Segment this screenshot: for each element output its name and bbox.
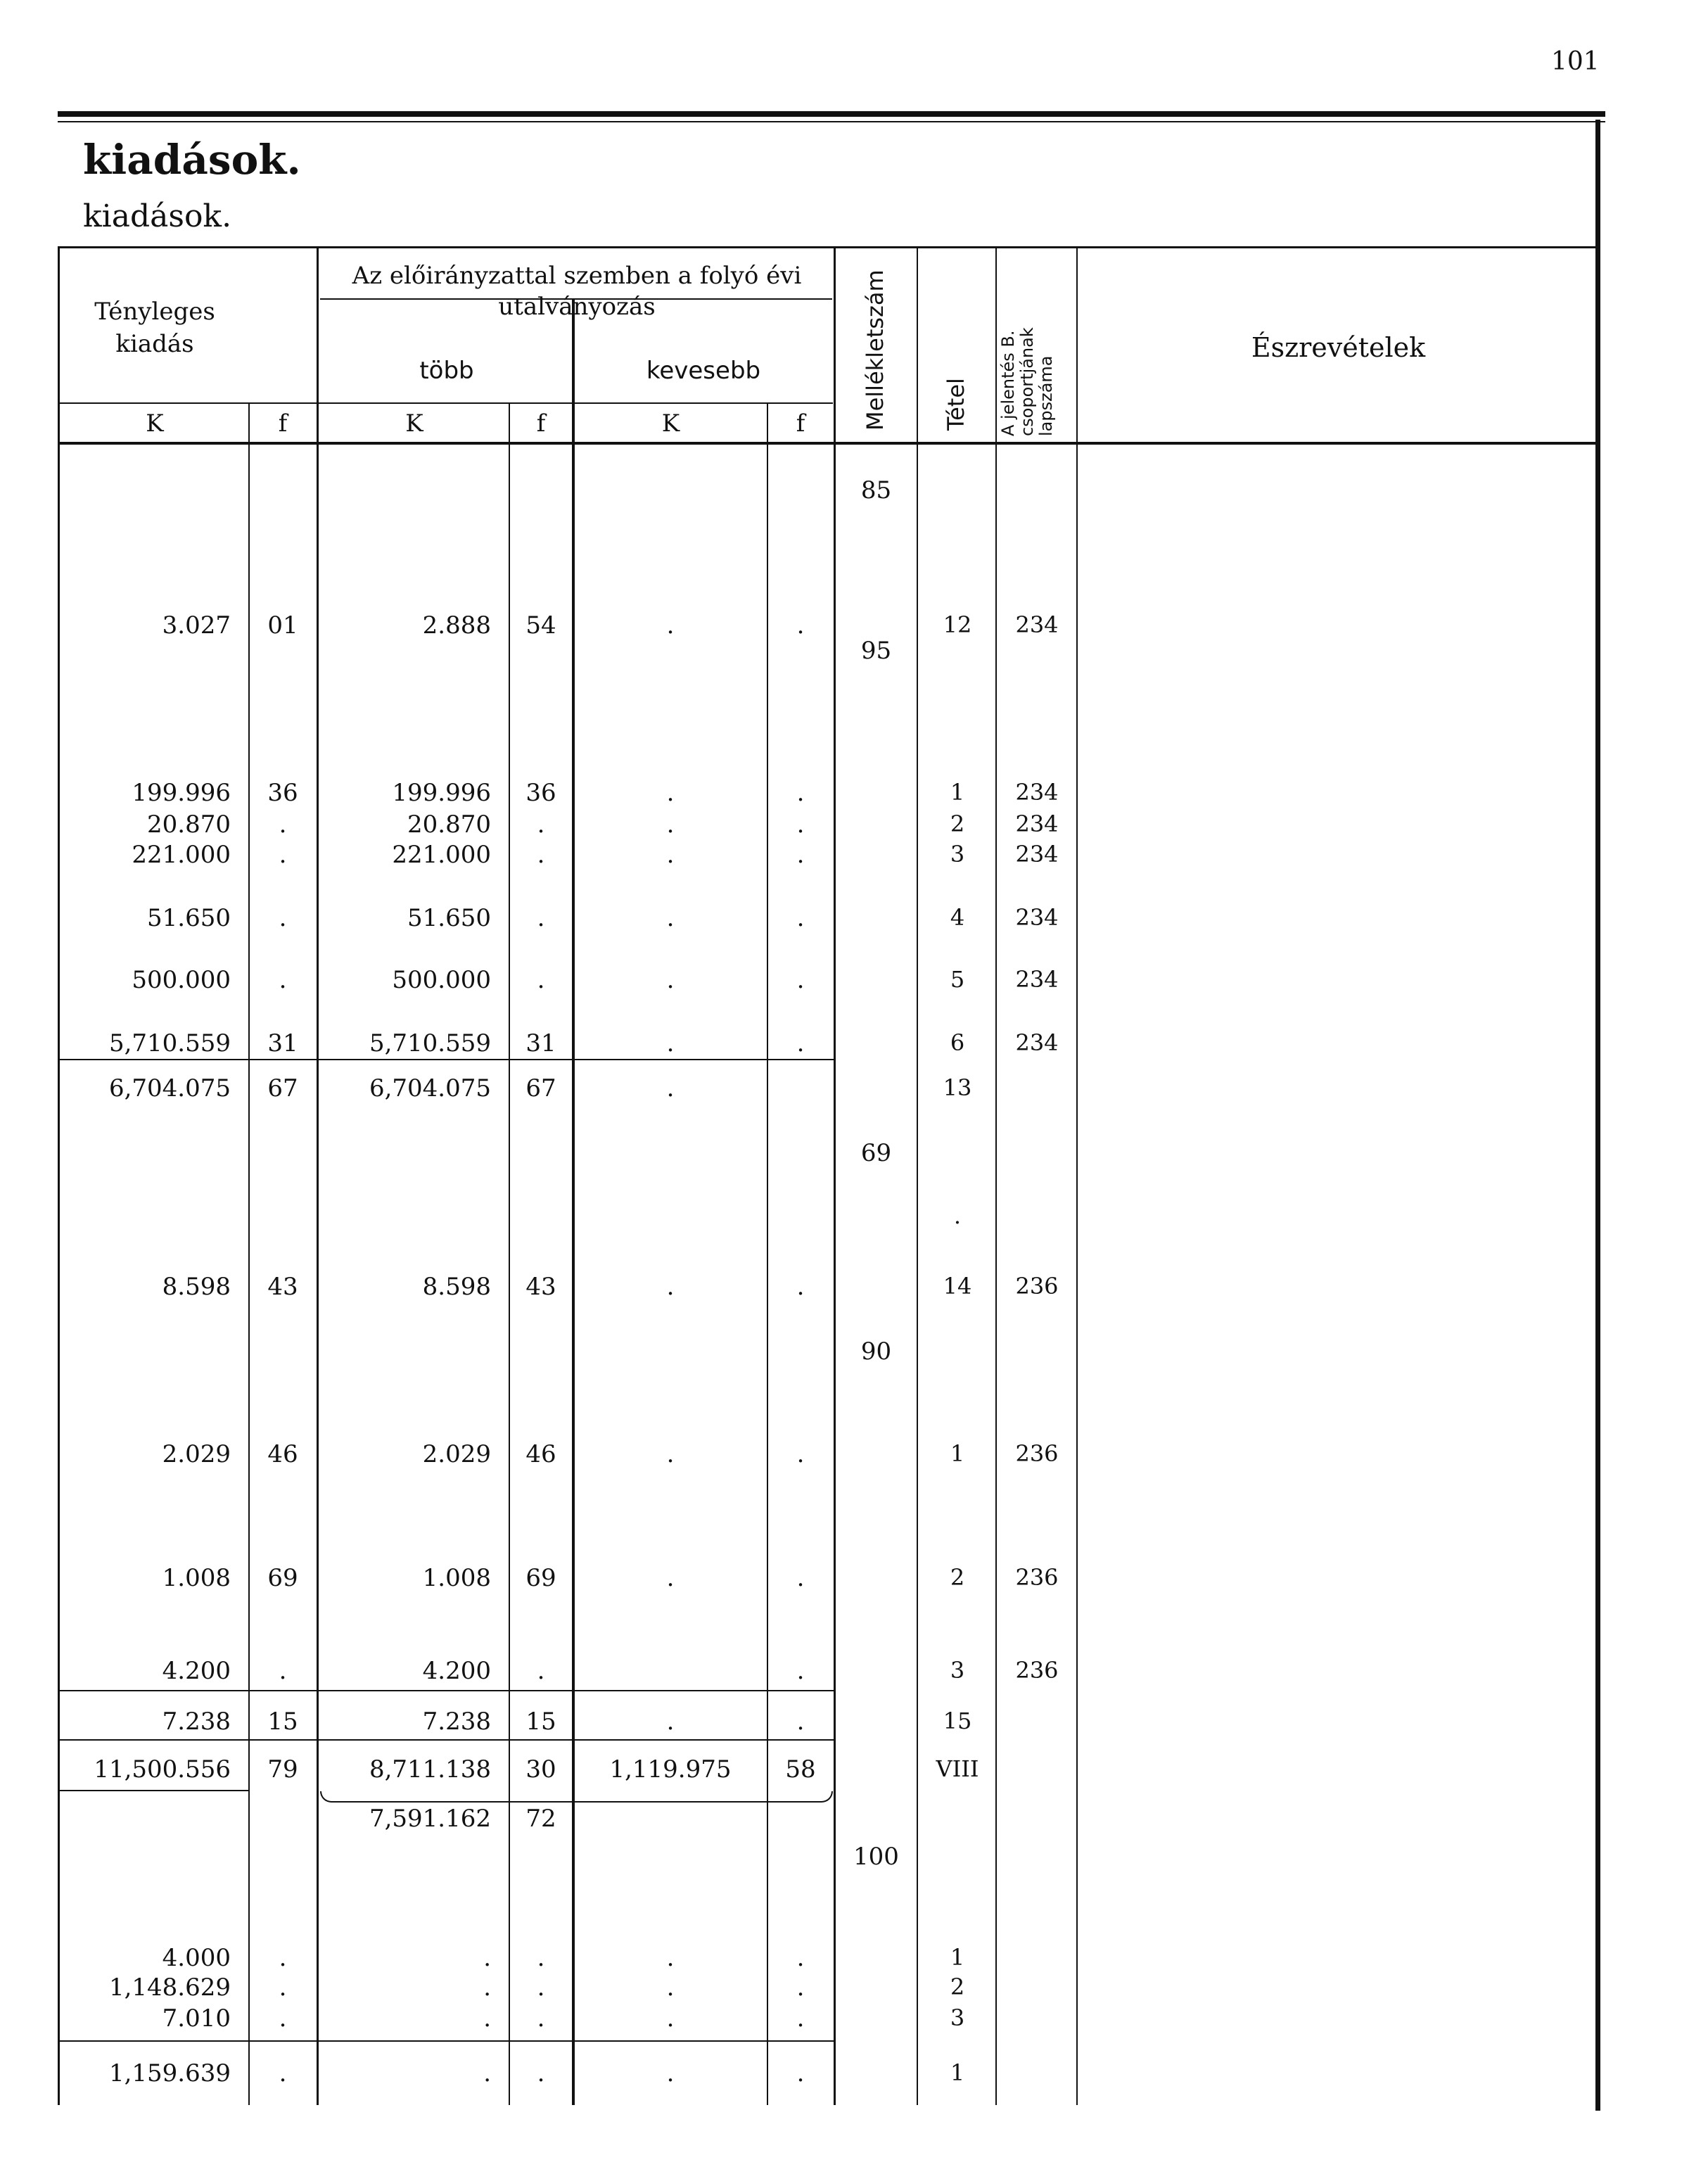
cell-mell: 69: [860, 1139, 892, 1167]
cell-tetel: 12: [943, 611, 972, 638]
cell-kev-f: .: [796, 1708, 805, 1736]
sum-rule-5: [58, 2040, 834, 2042]
cell-a-k: 4.000: [162, 1944, 231, 1972]
cell-kev-f: .: [796, 2059, 805, 2087]
right-border: [1595, 120, 1600, 2111]
cell-kev-f: .: [796, 1564, 805, 1592]
cell-t-f: .: [537, 841, 545, 869]
cell-t-k: 20.870: [407, 811, 491, 839]
cell-kev-f: .: [796, 1973, 805, 2002]
cell-a-f: 69: [267, 1564, 298, 1592]
cell-mell: 90: [860, 1337, 892, 1366]
header-f-2: f: [536, 409, 546, 438]
cell-t-f: 67: [525, 1074, 556, 1102]
header-melleklet: Mellékletszám: [862, 269, 888, 431]
col-line-e: [767, 402, 768, 2105]
cell-t-k: 1.008: [422, 1564, 491, 1592]
cell-kev-f: .: [796, 841, 805, 869]
cell-mell: 85: [860, 476, 892, 504]
cell-kev-k: .: [666, 966, 675, 994]
cell-a-f: .: [279, 841, 287, 869]
cell-a-k: 199.996: [132, 779, 231, 807]
cell-tetel: 3: [950, 1657, 965, 1684]
cell-t-k: 7.238: [422, 1708, 491, 1736]
cell-a-f: 46: [267, 1440, 298, 1468]
cell-lap: 236: [1015, 1564, 1059, 1591]
cell-t-k: .: [483, 2004, 491, 2033]
cell-a-f: .: [279, 1973, 287, 2002]
cell-a-k: 3.027: [162, 611, 231, 640]
header-k-2: K: [405, 409, 423, 438]
header-kevesebb: kevesebb: [646, 357, 761, 385]
cell-lap: 234: [1015, 841, 1059, 867]
cell-tetel: 1: [950, 1440, 965, 1467]
cell-tetel: VIII: [936, 1755, 979, 1782]
top-rule: [58, 111, 1605, 117]
cell-tetel: 1: [950, 2059, 965, 2086]
col-line-b: [317, 248, 319, 2105]
cell-a-f: .: [279, 966, 287, 994]
kf-rule: [58, 402, 833, 404]
cell-kev-f: .: [796, 2004, 805, 2033]
col-line-d: [572, 298, 575, 2105]
cell-a-k: 500.000: [132, 966, 231, 994]
cell-t-f: 46: [525, 1440, 556, 1468]
cell-tetel: 6: [950, 1029, 965, 1056]
cell-tetel: 1: [950, 779, 965, 806]
cell-tetel: 3: [950, 841, 965, 867]
cell-lap: 234: [1015, 611, 1059, 638]
cell-kev-f: .: [796, 1029, 805, 1057]
header-k-3: K: [661, 409, 680, 438]
cell-t-k: .: [483, 2059, 491, 2087]
cell-t-k: 7,591.162: [369, 1805, 491, 1833]
cell-kev-k: .: [666, 1944, 675, 1972]
col-line-f: [834, 248, 836, 2105]
cell-kev-k: .: [666, 1973, 675, 2002]
page-number: 101: [1551, 47, 1600, 76]
cell-kev-k: .: [666, 1074, 675, 1102]
cell-t-f: .: [537, 811, 545, 839]
col-line-left: [58, 248, 60, 2105]
cell-a-k: 20.870: [147, 811, 231, 839]
cell-lap: 234: [1015, 811, 1059, 837]
cell-a-f: 15: [267, 1708, 298, 1736]
header-eszrevetelek: Észrevételek: [1251, 332, 1426, 363]
cell-lap: 234: [1015, 904, 1059, 931]
cell-a-k: 1,148.629: [108, 1973, 231, 2002]
cell-t-f: 43: [525, 1273, 556, 1301]
cell-a-k: 5,710.559: [108, 1029, 231, 1057]
cell-t-k: 6,704.075: [369, 1074, 491, 1102]
cell-kev-f: .: [796, 1440, 805, 1468]
cell-kev-f: .: [796, 1657, 805, 1685]
cell-a-f: 36: [267, 779, 298, 807]
col-line-h: [995, 248, 997, 2105]
sum-rule-4: [58, 1790, 249, 1791]
cell-t-k: 2.888: [422, 611, 491, 640]
cell-kev-f: .: [796, 611, 805, 640]
sum-rule-1: [58, 1059, 834, 1060]
cell-tetel: 14: [943, 1273, 972, 1299]
cell-kev-k: .: [666, 1708, 675, 1736]
cell-a-k: 1,159.639: [108, 2059, 231, 2087]
cell-tetel: 1: [950, 1944, 965, 1971]
cell-kev-k: .: [666, 1564, 675, 1592]
cell-kev-k: .: [666, 1440, 675, 1468]
header-bottom-rule: [58, 442, 1598, 445]
col-line-g: [917, 248, 918, 2105]
cell-t-k: .: [483, 1973, 491, 2002]
cell-a-k: 1.008: [162, 1564, 231, 1592]
cell-kev-f: .: [796, 779, 805, 807]
header-f-1: f: [278, 409, 288, 438]
cell-lap: 236: [1015, 1657, 1059, 1684]
cell-t-k: 5,710.559: [369, 1029, 491, 1057]
cell-t-f: 54: [525, 611, 556, 640]
cell-tetel: 5: [950, 966, 965, 993]
header-eloiranyzat: Az előirányzattal szemben a folyó évi utalványozás: [352, 262, 802, 321]
cell-t-f: .: [537, 2059, 545, 2087]
cell-a-k: 11,500.556: [94, 1755, 231, 1784]
cell-kev-k: .: [666, 2004, 675, 2033]
cell-a-f: 79: [267, 1755, 298, 1784]
sum-brace: [320, 1791, 833, 1803]
cell-kev-k: .: [666, 841, 675, 869]
header-top-rule: [58, 246, 1598, 248]
cell-t-f: .: [537, 2004, 545, 2033]
cell-tetel: 2: [950, 1973, 965, 2000]
cell-t-k: 8.598: [422, 1273, 491, 1301]
cell-t-f: .: [537, 966, 545, 994]
cell-a-f: .: [279, 2059, 287, 2087]
cell-kev-f: 58: [785, 1755, 816, 1784]
header-f-3: f: [796, 409, 805, 438]
header-tenyleges: Tényleges kiadás: [94, 298, 215, 358]
cell-tetel: 4: [950, 904, 965, 931]
cell-t-f: 72: [525, 1805, 556, 1833]
cell-kev-k: .: [666, 779, 675, 807]
cell-tetel: 2: [950, 1564, 965, 1591]
cell-kev-f: .: [796, 1273, 805, 1301]
cell-a-f: 31: [267, 1029, 298, 1057]
cell-t-k: .: [483, 1944, 491, 1972]
col-line-a: [248, 402, 250, 2105]
cell-lap: 236: [1015, 1273, 1059, 1299]
cell-t-k: 4.200: [422, 1657, 491, 1685]
cell-kev-k: .: [666, 1273, 675, 1301]
cell-a-f: .: [279, 2004, 287, 2033]
col-line-c: [509, 402, 510, 2105]
cell-t-k: 2.029: [422, 1440, 491, 1468]
cell-t-k: 500.000: [392, 966, 491, 994]
cell-a-k: 2.029: [162, 1440, 231, 1468]
cell-t-f: 30: [525, 1755, 556, 1784]
cell-kev-k: .: [666, 1029, 675, 1057]
cell-a-k: 6,704.075: [108, 1074, 231, 1102]
cell-t-k: 199.996: [392, 779, 491, 807]
cell-lap: 234: [1015, 779, 1059, 806]
cell-t-k: 51.650: [407, 904, 491, 932]
cell-a-f: .: [279, 1657, 287, 1685]
cell-a-f: .: [279, 1944, 287, 1972]
cell-t-f: .: [537, 1973, 545, 2002]
cell-t-k: 8,711.138: [369, 1755, 491, 1784]
cell-kev-f: .: [796, 904, 805, 932]
cell-tetel: 13: [943, 1074, 972, 1101]
cell-kev-f: .: [796, 1944, 805, 1972]
header-tetel: Tétel: [943, 378, 969, 431]
cell-a-k: 7.010: [162, 2004, 231, 2033]
cell-lap: 234: [1015, 966, 1059, 993]
cell-kev-k: .: [666, 904, 675, 932]
cell-tetel: 2: [950, 811, 965, 837]
cell-t-f: 69: [525, 1564, 556, 1592]
header-tobb: több: [419, 357, 474, 385]
cell-a-f: .: [279, 904, 287, 932]
cell-t-f: 15: [525, 1708, 556, 1736]
col-line-i: [1076, 248, 1078, 2105]
cell-a-f: 43: [267, 1273, 298, 1301]
sum-rule-2: [58, 1690, 834, 1691]
header-jelentes: A jelentés B. csoportjának lapszáma: [998, 327, 1056, 436]
cell-lap: 236: [1015, 1440, 1059, 1467]
cell-a-k: 51.650: [147, 904, 231, 932]
cell-a-k: 7.238: [162, 1708, 231, 1736]
cell-tetel: 15: [943, 1708, 972, 1734]
sum-rule-3: [58, 1739, 834, 1741]
cell-kev-k: .: [666, 811, 675, 839]
cell-kev-k: .: [666, 2059, 675, 2087]
cell-a-f: 01: [267, 611, 298, 640]
cell-a-f: .: [279, 811, 287, 839]
cell-tetel: 3: [950, 2004, 965, 2031]
cell-t-f: .: [537, 1657, 545, 1685]
top-rule-thin: [58, 121, 1605, 122]
page-title: kiadások.: [83, 136, 301, 184]
cell-t-f: .: [537, 1944, 545, 1972]
cell-kev-f: .: [796, 811, 805, 839]
cell-t-f: 31: [525, 1029, 556, 1057]
header-k-1: K: [146, 409, 164, 438]
cell-t-f: 36: [525, 779, 556, 807]
cell-tetel: .: [953, 1202, 962, 1229]
cell-a-k: 4.200: [162, 1657, 231, 1685]
cell-a-k: 8.598: [162, 1273, 231, 1301]
page-subtitle: kiadások.: [83, 198, 232, 234]
cell-kev-f: .: [796, 966, 805, 994]
cell-a-f: 67: [267, 1074, 298, 1102]
cell-t-f: .: [537, 904, 545, 932]
cell-kev-k: .: [666, 611, 675, 640]
cell-a-k: 221.000: [132, 841, 231, 869]
cell-mell: 100: [853, 1843, 899, 1871]
cell-lap: 234: [1015, 1029, 1059, 1056]
cell-mell: 95: [860, 637, 892, 665]
cell-t-k: 221.000: [392, 841, 491, 869]
cell-kev-k: 1,119.975: [609, 1755, 732, 1784]
